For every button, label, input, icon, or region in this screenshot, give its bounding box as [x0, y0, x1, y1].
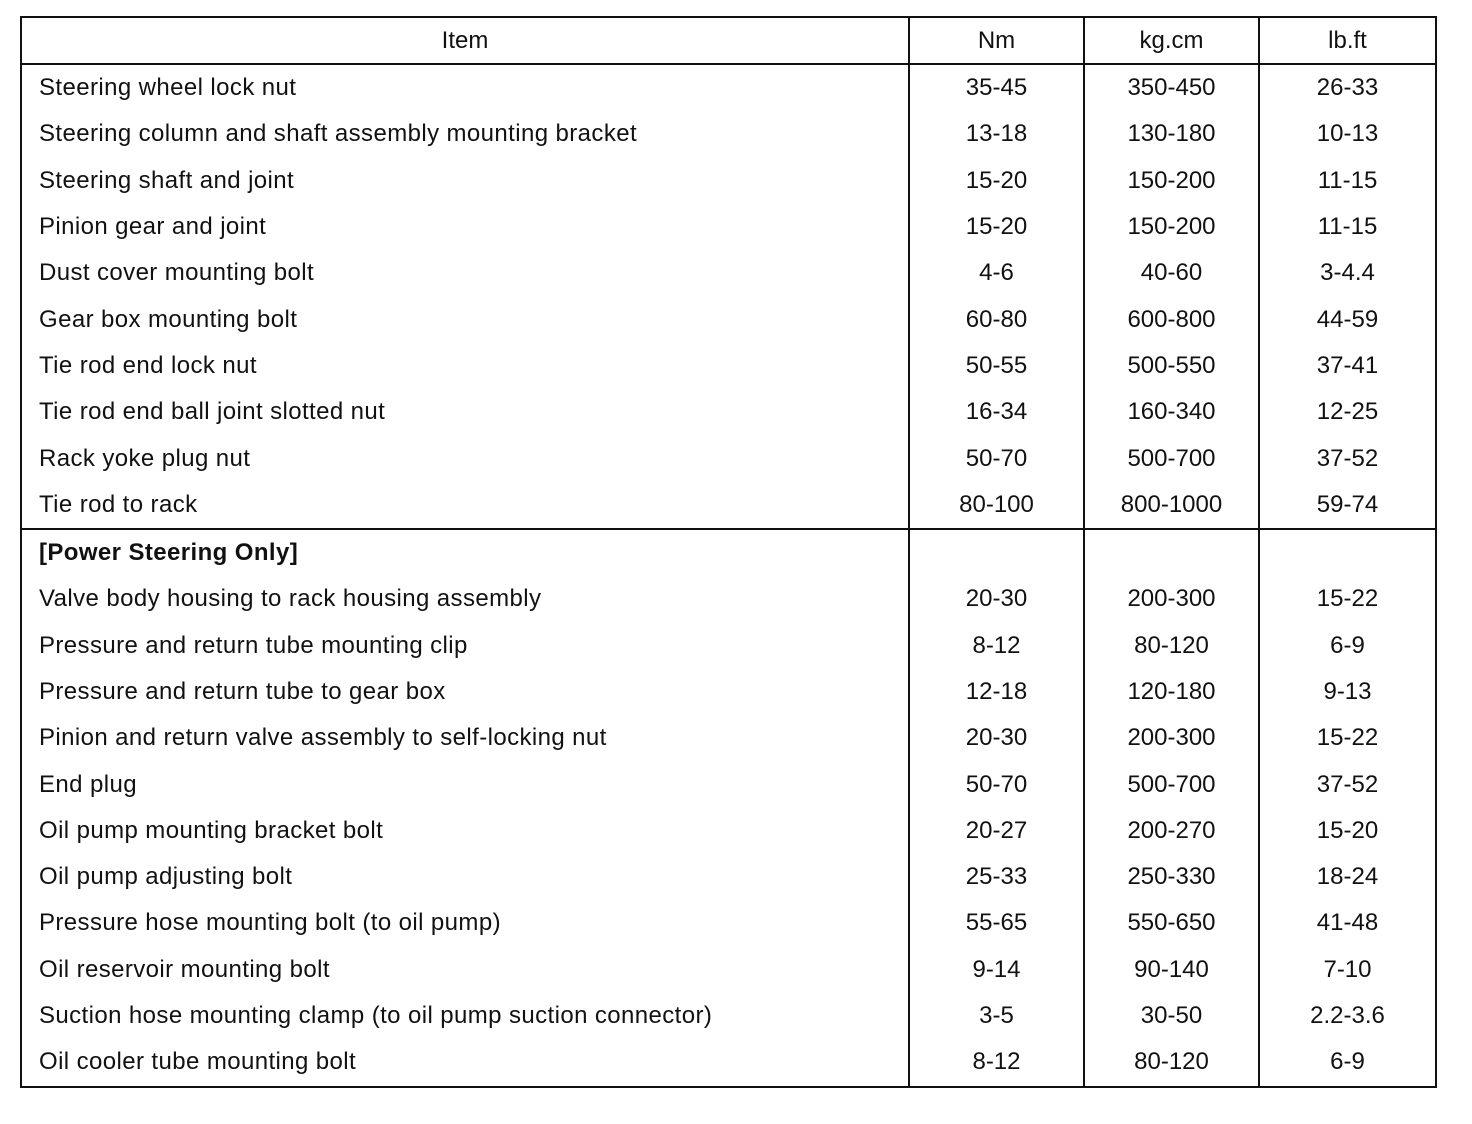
row-nm: 35-45 [909, 64, 1084, 111]
header-lbft: lb.ft [1259, 17, 1436, 64]
row-item: Tie rod end ball joint slotted nut [21, 389, 909, 435]
row-nm: 20-27 [909, 808, 1084, 854]
table-row [21, 296, 1436, 342]
table-row [21, 389, 1436, 435]
row-item: Steering shaft and joint [21, 158, 909, 204]
row-kgcm: 150-200 [1084, 158, 1259, 204]
row-item: Tie rod to rack [21, 482, 909, 529]
row-lbft: 6-9 [1330, 631, 1365, 659]
row-nm: 20-30 [909, 715, 1084, 761]
row-item: Oil cooler tube mounting bolt [21, 1039, 909, 1086]
row-nm: 4-6 [909, 250, 1084, 296]
row-kgcm: 40-60 [1084, 250, 1259, 296]
section-title: [Power Steering Only] [21, 529, 909, 576]
table-row [21, 158, 1436, 204]
row-kgcm: 600-800 [1084, 296, 1259, 342]
row-lbft: 9-13 [1323, 678, 1372, 705]
row-lbft: 15-22 [1316, 724, 1379, 752]
row-item: Oil pump mounting bracket bolt [21, 808, 909, 854]
row-nm: 50-70 [909, 435, 1084, 481]
row-lbft: 3-4.4 [1320, 259, 1375, 287]
power-steering-section [21, 529, 1436, 1087]
row-nm: 15-20 [909, 158, 1084, 204]
header-item: Item [21, 17, 909, 64]
row-lbft: 15-20 [1316, 816, 1379, 844]
row-item: Pressure hose mounting bolt (to oil pump) [21, 900, 909, 946]
row-kgcm: 500-550 [1084, 343, 1259, 389]
row-lbft: 7-10 [1323, 955, 1372, 983]
row-nm: 80-100 [909, 482, 1084, 529]
row-nm: 8-12 [909, 1039, 1084, 1086]
row-lbft: 6-9 [1330, 1048, 1365, 1076]
row-item: End plug [21, 761, 909, 807]
row-kgcm: 350-450 [1084, 64, 1259, 111]
row-item: Tie rod end lock nut [21, 343, 909, 389]
row-item: Dust cover mounting bolt [21, 250, 909, 296]
table-row [21, 482, 1436, 529]
row-lbft: 37-52 [1316, 770, 1379, 798]
row-nm: 50-70 [909, 761, 1084, 807]
table-row [21, 1039, 1436, 1086]
table-row [21, 576, 1436, 622]
row-item: Gear box mounting bolt [21, 296, 909, 342]
header-kgcm: kg.cm [1084, 17, 1259, 64]
row-lbft: 15-22 [1316, 585, 1379, 613]
section-title-blank [909, 529, 1084, 576]
row-nm: 12-18 [909, 669, 1084, 715]
header-row [21, 17, 1436, 64]
row-kgcm: 80-120 [1084, 1039, 1259, 1086]
row-item: Pinion gear and joint [21, 204, 909, 250]
row-kgcm: 150-200 [1084, 204, 1259, 250]
table-row [21, 343, 1436, 389]
table-row [21, 993, 1436, 1039]
row-lbft: 37-52 [1316, 444, 1379, 472]
row-kgcm: 160-340 [1084, 389, 1259, 435]
row-lbft: 11-15 [1317, 213, 1378, 241]
table-row [21, 623, 1436, 669]
row-nm: 25-33 [909, 854, 1084, 900]
row-lbft: 59-74 [1316, 490, 1379, 518]
row-item: Pinion and return valve assembly to self-locking nut [21, 715, 909, 761]
row-lbft: 44-59 [1316, 305, 1379, 333]
section-title-blank [1259, 529, 1436, 576]
row-nm: 13-18 [909, 111, 1084, 157]
row-item: Steering wheel lock nut [21, 64, 909, 111]
row-kgcm: 130-180 [1084, 111, 1259, 157]
row-nm: 50-55 [909, 343, 1084, 389]
row-kgcm: 550-650 [1084, 900, 1259, 946]
table-row [21, 900, 1436, 946]
table-row [21, 435, 1436, 481]
row-kgcm: 90-140 [1084, 947, 1259, 993]
row-nm: 9-14 [909, 947, 1084, 993]
row-kgcm: 200-300 [1084, 715, 1259, 761]
row-nm: 3-5 [909, 993, 1084, 1039]
row-item: Pressure and return tube to gear box [21, 669, 909, 715]
section-title-row [21, 529, 1436, 576]
table-row [21, 715, 1436, 761]
row-item: Pressure and return tube mounting clip [21, 623, 909, 669]
row-lbft: 26-33 [1316, 74, 1379, 102]
row-nm: 55-65 [909, 900, 1084, 946]
row-lbft: 10-13 [1316, 120, 1379, 148]
row-nm: 20-30 [909, 576, 1084, 622]
row-kgcm: 80-120 [1084, 623, 1259, 669]
row-kgcm: 500-700 [1084, 435, 1259, 481]
table-row [21, 250, 1436, 296]
row-item: Suction hose mounting clamp (to oil pump suction connector) [21, 993, 909, 1039]
row-lbft: 18-24 [1316, 863, 1379, 891]
row-nm: 15-20 [909, 204, 1084, 250]
row-lbft: 2.2-3.6 [1310, 1002, 1385, 1030]
row-kgcm: 120-180 [1084, 669, 1259, 715]
row-item: Steering column and shaft assembly mounting bracket [21, 111, 909, 157]
row-kgcm: 200-300 [1084, 576, 1259, 622]
row-kgcm: 500-700 [1084, 761, 1259, 807]
table-row [21, 947, 1436, 993]
table-row [21, 808, 1436, 854]
row-kgcm: 200-270 [1084, 808, 1259, 854]
table-row [21, 204, 1436, 250]
row-item: Valve body housing to rack housing assembly [21, 576, 909, 622]
torque-spec-table [20, 16, 1437, 1088]
row-lbft: 41-48 [1316, 909, 1379, 937]
row-item: Oil reservoir mounting bolt [21, 947, 909, 993]
row-lbft: 11-15 [1317, 166, 1378, 194]
row-nm: 16-34 [909, 389, 1084, 435]
row-lbft: 37-41 [1316, 351, 1379, 379]
table-row [21, 669, 1436, 715]
section-title-blank [1084, 529, 1259, 576]
row-nm: 60-80 [909, 296, 1084, 342]
header-nm: Nm [909, 17, 1084, 64]
row-item: Oil pump adjusting bolt [21, 854, 909, 900]
row-nm: 8-12 [909, 623, 1084, 669]
table-row [21, 111, 1436, 157]
general-section [21, 64, 1436, 529]
table-row [21, 64, 1436, 111]
row-kgcm: 800-1000 [1084, 482, 1259, 529]
row-kgcm: 250-330 [1084, 854, 1259, 900]
row-lbft: 12-25 [1316, 398, 1379, 426]
row-kgcm: 30-50 [1084, 993, 1259, 1039]
row-item: Rack yoke plug nut [21, 435, 909, 481]
table-row [21, 761, 1436, 807]
table-row [21, 854, 1436, 900]
